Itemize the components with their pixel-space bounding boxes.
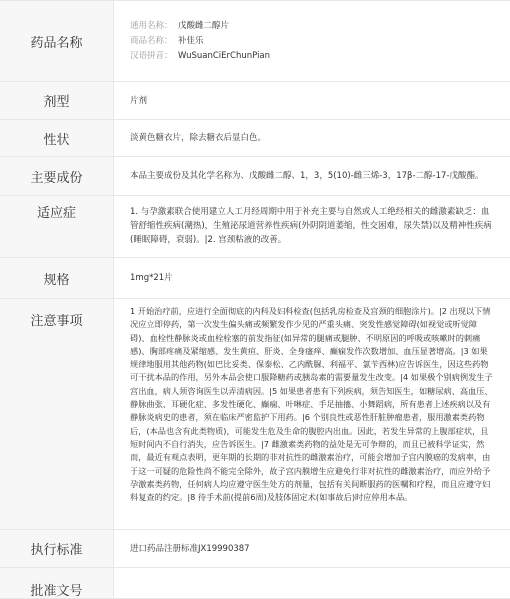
label-ingredients: 主要成份 [0,157,114,195]
value-specification: 1mg*21片 [130,273,173,283]
value-dosage-form: 片剂 [130,95,148,106]
trade-name-value: 补佳乐 [178,36,204,46]
label-drug-name: 药品名称 [0,1,114,81]
label-dosage-form: 剂型 [0,82,114,119]
row-ingredients [0,157,510,196]
indications-text: 1. 与孕激素联合使用建立人工月经周期中用于补充主要与自然或人工绝经相关的雌激素缺乏：血管舒缩性疾病(潮热)，生殖泌尿道营养性疾病(外阴阴道萎缩，性交困难，尿失禁)以及精神性疾病(睡眠障碍，衰弱)。|2. 宫颈粘液的改善。 [130,207,492,245]
label-precautions: 注意事项 [0,299,114,529]
trade-name-key: 商品名称： [130,36,173,46]
row-approval-number [0,568,510,599]
value-indications [114,196,510,257]
value-properties: 淡黄色糖衣片，除去糖衣后显白色。 [130,133,267,143]
row-drug-name [0,1,510,82]
label-approval-number: 批准文号 [0,568,114,598]
generic-name-key: 通用名称： [130,21,173,31]
row-specification [0,258,510,299]
value-precautions [114,299,510,529]
row-indications [0,196,510,258]
pinyin-value: WuSuanCiErChunPian [178,51,271,61]
row-standard [0,530,510,568]
row-dosage-form [0,82,510,120]
row-properties [0,120,510,157]
label-indications: 适应症 [0,196,114,257]
row-precautions [0,299,510,530]
generic-name-value: 戊酸雌二醇片 [178,21,230,31]
label-specification: 规格 [0,258,114,298]
value-approval-number [114,568,510,598]
label-standard: 执行标准 [0,530,114,567]
precautions-text: 1 开始治疗前，应进行全面彻底的内科及妇科检查(包括乳房检查及宫颈的细胞涂片)。|2 出现以下情况应立即停药，第一次发生偏头痛或频繁发作少见的严重头痛、突发性感觉障碍(如视觉或听觉障碍)、血栓性静脉炎或血栓栓塞的前发指征(如异常的腿痛或腿肿、不明原因的呼吸或咳嗽时的刺痛感)、胸部疼痛及紧缩感、发生黄疸、肝炎、全身瘙痒、癫痫发作次数增加、血压显著增高。|3 如果规律地服用其他药物(如巴比妥类、保泰松、乙内酰脲、利福平、氯苄西林)应告诉医生，因这些药物可干扰本品的作用，另外本品会使口服降糖药或胰岛素的需要量发生改变。|4 如果极个别病例发生子宫出血，病人须咨询医生以弄清病因。|5 如果患者患有下列疾病，须告知医生，如糖尿病、高血压、静脉曲张、耳硬化症、多发性硬化、癫痫、叶啉症、手足抽搐、小舞蹈病，所有患者上述疾病以及有静脉炎病史的患者，须在临床严密监护下用药。|6 个别良性或恶性肝脏肿瘤患者，服用激素类药物后，(本品也含有此类物质)，可能发生危及生命的腹腔内出血。因此，若发生异常的上腹部症状，且短时间内不自行消失，应告诉医生。|7 雌激素类药物的益处是无可争辩的，而且已被科学证实，然而，最近有观点表明，更年期的长期的非对抗性的雌激素治疗，可能会增加子宫内膜癌的发病率，由于这一可疑的危险性尚不能完全除外，故子宫内膜增生应避免行非对抗性的雌激素治疗，而应外给予孕激素类药物，任何病人均应遵守医生处方的剂量，包括有关间断服药的医嘱和疗程，而且应遵守妇科复查的约定。|8 待手术前(提前6周)及肢体固定术(如事故后)时应停用本品。 [130,306,493,503]
value-standard: 进口药品注册标准JX19990387 [130,543,250,554]
value-drug-name [114,1,510,81]
pinyin-key: 汉语拼音： [130,51,173,61]
label-properties: 性状 [0,120,114,156]
value-ingredients: 本品主要成份及其化学名称为、戊酸雌二醇、1，3，5(10)-雌三烯-3，17β-二醇-17-戊酸酯。 [130,171,484,181]
